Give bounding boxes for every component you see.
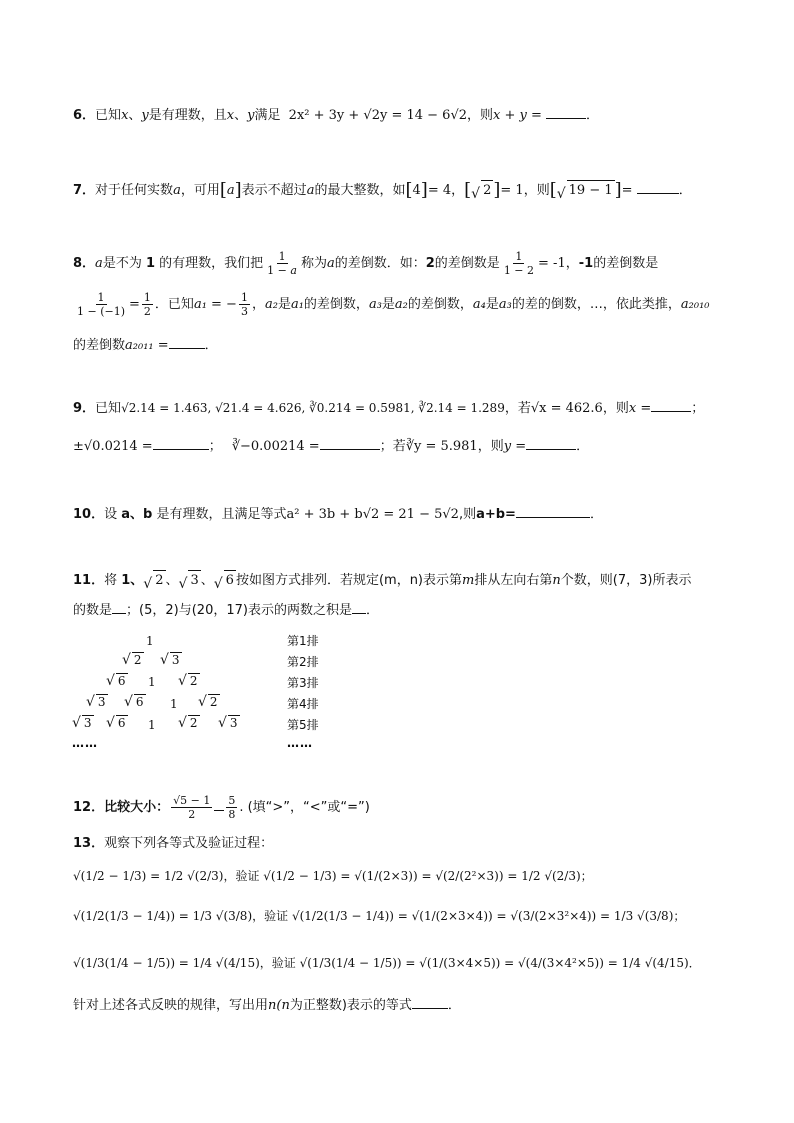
q11-text: 按如图方式排列．若规定	[235, 573, 379, 588]
var-m: m	[462, 573, 475, 588]
q11-text: 个数，则	[560, 573, 613, 588]
fraction: $\frac{1}{3}$	[240, 291, 248, 318]
var-a2: a₂	[264, 297, 278, 312]
q8-text: 的差的倒数，	[511, 297, 590, 312]
sqrt-6: √ 6	[214, 570, 236, 591]
floor-bracket: [	[464, 179, 472, 201]
q8-example: =	[129, 297, 140, 312]
q6-expression: x + y =	[493, 108, 542, 123]
q7-example: = 1	[500, 183, 524, 198]
q9-text: ；	[208, 439, 222, 454]
q6-text: 、	[234, 108, 248, 123]
var-a: a	[226, 183, 235, 198]
number-4: 4	[412, 183, 421, 198]
q13-equation-1: √(1/2 − 1/3) = 1/2 √(2/3)，验证 √(1/2 − 1/3) = √(1/(2×3)) = √(2/(2²×3)) = 1/2 √(2/3)；	[73, 869, 593, 883]
q11-text: (m，n)	[378, 573, 423, 588]
q11-text: 的数是	[73, 603, 113, 618]
var-a3: a₃	[498, 297, 512, 312]
triangle-cell: √ 3	[86, 694, 106, 710]
var-a2: a₂	[394, 297, 408, 312]
q9-equation: ∛y = 5.981	[405, 439, 478, 454]
floor-bracket: ]	[493, 179, 501, 201]
q13-text: 观察下列各等式及验证过程：	[104, 836, 274, 851]
triangle-cell: 1	[146, 634, 154, 648]
question-number: 10．	[73, 507, 105, 522]
q13-equation-2: √(1/2(1/3 − 1/4)) = 1/3 √(3/8)，验证 √(1/2(1/3 − 1/4)) = √(1/(2×3×4)) = √(3/(2×3²×4)) = 1/3 √(3/8)；	[73, 909, 686, 923]
q8-a1: a₁ = −	[193, 297, 237, 312]
question-9	[73, 398, 704, 419]
var-a: a	[95, 256, 103, 271]
q8-example: = -1	[538, 256, 566, 271]
q7-example: =	[621, 183, 633, 198]
question-number: 7．	[73, 183, 96, 198]
question-12	[73, 794, 370, 821]
question-13-prompt	[73, 996, 461, 1016]
q10-expression: a+b=	[476, 507, 516, 522]
continuation-dots: ……	[72, 736, 98, 750]
triangle-cell: √ 2	[178, 673, 198, 689]
sqrt-19: √ 19 − 1	[557, 180, 615, 201]
answer-blank[interactable]	[637, 181, 679, 194]
var-a2010: a₂₀₁₀	[680, 297, 710, 312]
floor-bracket: [	[405, 179, 413, 201]
q8-text: 的差倒数，	[303, 297, 369, 312]
q11-text: (5，2)	[139, 603, 179, 618]
q6-text: 已知	[95, 108, 122, 123]
sqrt-2: √ 2	[143, 570, 165, 591]
q9-equation: √2.14 = 1.463, √21.4 = 4.626, ∛0.214 = 0.5981, ∛2.14 = 1.289	[121, 401, 505, 415]
fraction: $\frac{1}{1 - (-1)}$	[77, 291, 126, 318]
answer-blank[interactable]	[320, 437, 380, 450]
row-label: 第1排	[287, 634, 319, 648]
q6-equation: 2x² + 3y + √2y = 14 − 6√2	[288, 108, 467, 123]
triangle-cell: √ 3	[72, 715, 92, 731]
q9-expression: ±√0.0214 =	[73, 439, 153, 454]
var-y: y	[141, 108, 149, 123]
floor-bracket: ]	[614, 179, 622, 201]
answer-blank[interactable]	[412, 996, 448, 1009]
q11-text: ；	[126, 603, 140, 618]
question-9-line-2	[73, 437, 589, 457]
q8-text: 的差倒数．如：	[334, 256, 426, 271]
question-6	[73, 106, 599, 126]
var-x: x	[121, 108, 129, 123]
question-8-line-3	[73, 336, 218, 356]
answer-blank[interactable]	[516, 505, 590, 518]
question-number: 11．	[73, 573, 105, 588]
q9-text: ，则	[602, 401, 629, 416]
var-a: a	[173, 183, 181, 198]
question-7	[73, 180, 692, 201]
q11-text: 表示第	[423, 573, 463, 588]
q11-end: ．	[365, 603, 379, 618]
question-number: 13．	[73, 836, 105, 851]
question-11-line-2	[73, 601, 379, 621]
q6-text: 是有理数，且	[148, 108, 227, 123]
q8-text: 称为	[300, 256, 327, 271]
q13-text: 针对上述各式反映的规律，写出用	[73, 998, 269, 1013]
q6-end: ．	[586, 108, 600, 123]
q8-a2011: a₂₀₁₁ =	[125, 338, 169, 353]
q7-text: ，可用	[180, 183, 220, 198]
question-10	[73, 505, 603, 525]
fraction: $\frac{1}{1 - a}$	[267, 250, 297, 277]
question-11	[73, 570, 691, 591]
question-number: 8．	[73, 256, 96, 271]
q9-text: 已知	[95, 401, 122, 416]
question-number: 9．	[73, 401, 96, 416]
q7-text: ，则	[523, 183, 550, 198]
row-label: 第4排	[287, 697, 319, 711]
var-x: x	[226, 108, 235, 123]
answer-blank[interactable]	[546, 106, 586, 119]
q13-text: 为正整数)表示的等式	[289, 998, 412, 1013]
answer-blank[interactable]	[352, 601, 366, 614]
q9-text: ，则	[477, 439, 504, 454]
question-number: 12．	[73, 800, 105, 815]
triangle-cell: √ 3	[160, 652, 180, 668]
q8-text: …，依此类推，	[589, 297, 681, 312]
triangle-cell: √ 2	[198, 694, 218, 710]
q9-equation: √x = 462.6	[530, 401, 603, 416]
q9-expression: ∛−0.00214 =	[231, 439, 320, 454]
q6-text: 、	[128, 108, 142, 123]
question-number: 6．	[73, 108, 96, 123]
fraction: $\frac{5}{8}$	[228, 794, 236, 821]
q7-text: ，	[451, 183, 465, 198]
floor-bracket: ]	[420, 179, 428, 201]
q12-text: 比较大小：	[104, 800, 170, 815]
q9-expression: y =	[503, 439, 527, 454]
q11-text: 、	[165, 573, 179, 588]
q8-bold: -1	[578, 256, 594, 271]
triangle-cell: √ 6	[106, 673, 126, 689]
q11-text: 1、	[121, 573, 144, 588]
q12-text: . (填“>”，“<”或“=”)	[239, 800, 370, 815]
q13-end: ．	[447, 998, 461, 1013]
q8-text: 的差倒数是	[434, 256, 500, 271]
var-a: a	[326, 256, 335, 271]
q9-end: ．	[576, 439, 590, 454]
q7-example: = 4	[427, 183, 452, 198]
q7-end: ．	[678, 183, 692, 198]
q7-text: 对于任何实数	[95, 183, 174, 198]
q10-end: ．	[589, 507, 603, 522]
q7-text: 的最大整数，如	[314, 183, 406, 198]
q8-text: 是不为	[102, 256, 142, 271]
q8-bold: 2	[425, 256, 435, 271]
q10-text: ,则	[458, 507, 477, 522]
q8-text: 的差倒数是	[593, 256, 659, 271]
q10-text: 设	[104, 507, 118, 522]
var-a: a	[306, 183, 315, 198]
q11-text: 、	[200, 573, 214, 588]
q11-text: 与	[178, 603, 192, 618]
q8-text: 的有理数，我们把	[159, 256, 264, 271]
q10-vars: a、b	[121, 507, 153, 522]
fraction: $\frac{1}{1 - 2}$	[503, 250, 535, 277]
answer-blank[interactable]	[214, 798, 224, 811]
answer-blank[interactable]	[153, 437, 209, 450]
q11-text: 表示的两数之积是	[247, 603, 352, 618]
q6-text: 满足	[254, 108, 281, 123]
q9-text: ；若	[379, 439, 406, 454]
q8-text: 是	[381, 297, 395, 312]
fraction: $\frac{1}{2}$	[143, 291, 151, 318]
sqrt-2: √ 2	[471, 180, 493, 201]
q9-text: ；	[691, 401, 705, 416]
triangle-cell: 1	[148, 675, 156, 689]
q9-expression: x =	[628, 401, 652, 416]
question-13	[73, 834, 273, 854]
var-y: y	[247, 108, 255, 123]
triangle-cell: 1	[170, 697, 178, 711]
row-label: 第2排	[287, 655, 319, 669]
row-label: 第3排	[287, 676, 319, 690]
q11-text: 将	[104, 573, 118, 588]
var-a1: a₁	[290, 297, 304, 312]
triangle-cell: 1	[148, 718, 156, 732]
continuation-dots: ……	[287, 736, 313, 750]
var-a4: a₄	[472, 297, 486, 312]
floor-bracket: [	[219, 179, 227, 201]
var-n: n(n	[268, 998, 290, 1013]
answer-blank[interactable]	[169, 336, 205, 349]
row-label: 第5排	[287, 718, 319, 732]
answer-blank[interactable]	[112, 601, 126, 614]
question-8-line-2	[73, 291, 710, 318]
q10-text: 是有理数，且满足等式	[156, 507, 287, 522]
q8-text: 是	[485, 297, 499, 312]
q6-text: ，则	[467, 108, 494, 123]
q11-text: 排从左向右第	[474, 573, 553, 588]
fraction: $\frac{√5 - 1}{2}$	[173, 794, 211, 821]
triangle-cell: √ 6	[106, 715, 126, 731]
q8-text: ，	[565, 256, 579, 271]
floor-bracket: [	[549, 179, 557, 201]
q11-text: (20，17)	[191, 603, 248, 618]
q7-text: 表示不超过	[241, 183, 307, 198]
answer-blank[interactable]	[651, 399, 691, 412]
triangle-cell: √ 6	[124, 694, 144, 710]
q11-text: 所表示	[652, 573, 692, 588]
q9-text: ，若	[504, 401, 531, 416]
q8-text: 的差倒数	[73, 338, 126, 353]
q8-end: ．	[204, 338, 218, 353]
var-a3: a₃	[368, 297, 382, 312]
triangle-cell: √ 2	[122, 652, 142, 668]
triangle-cell: √ 2	[178, 715, 198, 731]
sqrt-3: √ 3	[179, 570, 201, 591]
q8-bold: 1	[145, 256, 156, 271]
q8-text: 是	[277, 297, 291, 312]
q13-equation-3: √(1/3(1/4 − 1/5)) = 1/4 √(4/15)，验证 √(1/3(1/4 − 1/5)) = √(1/(3×4×5)) = √(4/(3×4²×5)) = 1/4 √(4/15)．	[73, 956, 701, 970]
q8-text: ，	[251, 297, 265, 312]
question-8	[73, 250, 658, 277]
q8-text: 的差倒数，	[407, 297, 473, 312]
triangle-cell: √ 3	[218, 715, 238, 731]
q11-text: (7，3)	[612, 573, 653, 588]
q10-equation: a² + 3b + b√2 = 21 − 5√2	[286, 507, 459, 522]
q8-text: ．已知	[154, 297, 194, 312]
var-n: n	[552, 573, 561, 588]
answer-blank[interactable]	[526, 437, 576, 450]
floor-bracket: ]	[234, 179, 242, 201]
